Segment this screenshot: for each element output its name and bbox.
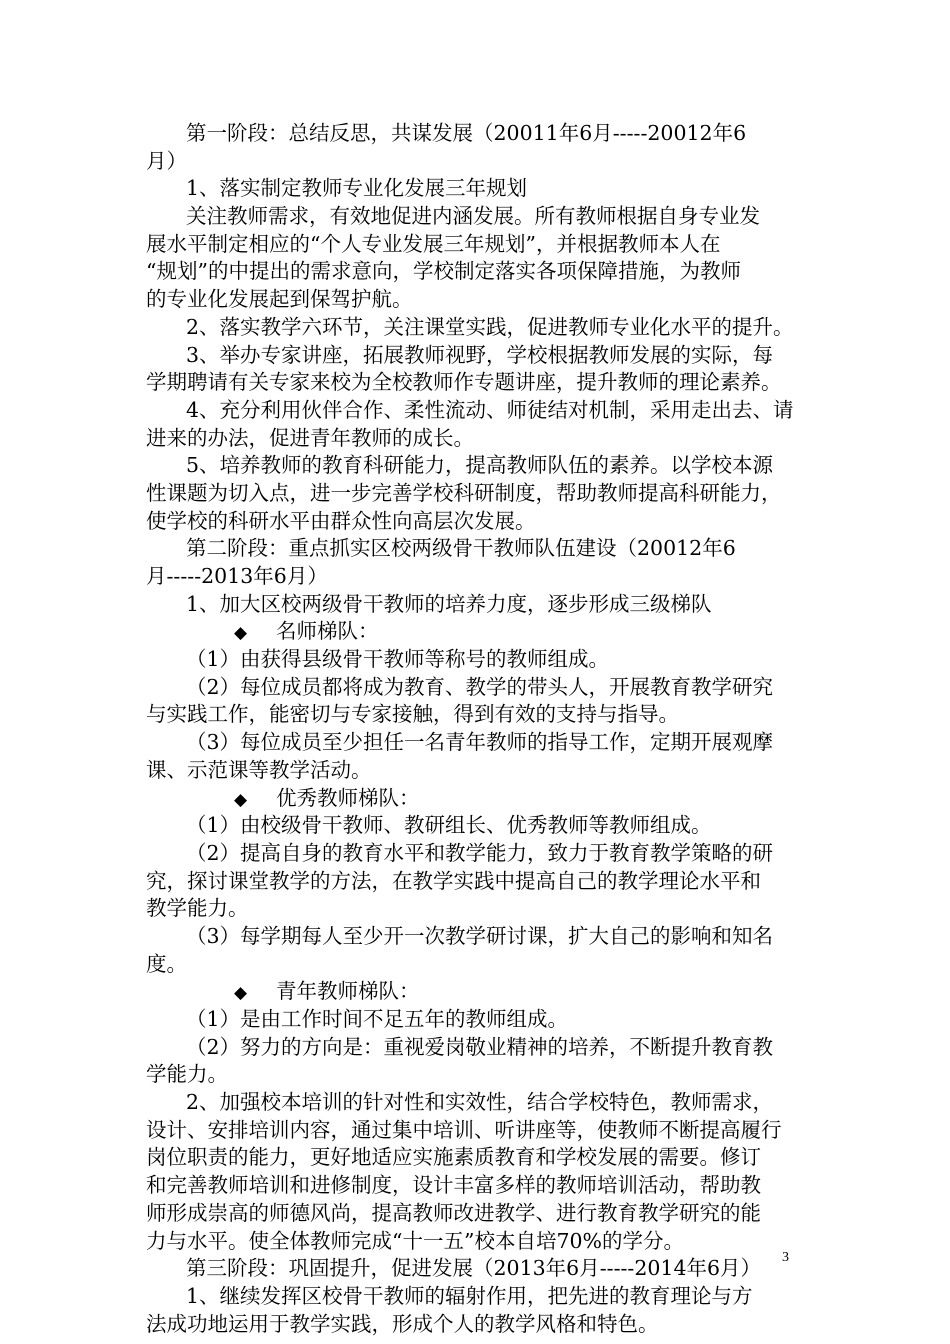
paragraph-line: 进来的办法，促进青年教师的成长。 — [146, 425, 474, 450]
paragraph-line: 的专业化发展起到保驾护航。 — [146, 287, 413, 312]
sub-item-line: （3）每学期每人至少开一次教学研讨课，扩大自己的影响和知名 — [186, 923, 774, 948]
item-line: 2、加强校本培训的针对性和实效性，结合学校特色，教师需求， — [186, 1090, 774, 1115]
bullet-heading — [146, 978, 806, 1006]
stage-one-heading: 第一阶段：总结反思，共谋发展（20011年6月-----20012年6 — [186, 121, 747, 145]
paragraph-line: 设计、安排培训内容，通过集中培训、听讲座等，使教师不断提高履行 — [146, 1117, 782, 1142]
item-line: 3、举办专家讲座，拓展教师视野，学校根据教师发展的实际，每 — [186, 342, 774, 367]
item-heading: 1、加大区校两级骨干教师的培养力度，逐步形成三级梯队 — [186, 591, 712, 616]
paragraph-line: 关注教师需求，有效地促进内涵发展。所有教师根据自身专业发 — [186, 204, 760, 229]
sub-item-line: （2）每位成员都将成为教育、教学的带头人，开展教育教学研究 — [186, 674, 774, 699]
paragraph-line: 师形成崇高的师德风尚，提高教师改进教学、进行教育教学研究的能 — [146, 1200, 761, 1225]
document-body — [146, 120, 806, 1338]
text-line: 月-----2013年6月） — [146, 564, 328, 588]
paragraph-line: 使学校的科研水平由群众性向高层次发展。 — [146, 508, 536, 533]
bullet-heading — [146, 618, 806, 646]
item-heading: 1、落实制定教师专业化发展三年规划 — [186, 176, 528, 201]
sub-item-line: （2）努力的方向是：重视爱岗敬业精神的培养，不断提升教育教 — [186, 1034, 774, 1059]
paragraph-line: 岗位职责的能力，更好地适应实施素质教育和学校发展的需要。修订 — [146, 1145, 761, 1170]
sub-item-line: （1）由获得县级骨干教师等称号的教师组成。 — [186, 647, 610, 672]
paragraph-line: 学期聘请有关专家来校为全校教师作专题讲座，提升教师的理论素养。 — [146, 370, 782, 395]
bullet-label: 名师梯队： — [276, 619, 379, 644]
paragraph-line: 与实践工作，能密切与专家接触，得到有效的支持与指导。 — [146, 702, 679, 727]
bullet-label: 青年教师梯队： — [276, 979, 420, 1004]
item-line: 5、培养教师的教育科研能力，提高教师队伍的素养。以学校本源 — [186, 453, 774, 478]
paragraph-line: 度。 — [146, 951, 187, 976]
sub-item-line: （1）是由工作时间不足五年的教师组成。 — [186, 1007, 569, 1031]
page-number: 3 — [782, 1250, 789, 1265]
paragraph-line: 和完善教师培训和进修制度，设计丰富多样的教师培训活动，帮助教 — [146, 1173, 761, 1198]
paragraph-line: 展水平制定相应的“个人专业发展三年规划”，并根据教师本人在 — [146, 231, 721, 256]
sub-item-line: （1）由校级骨干教师、教研组长、优秀教师等教师组成。 — [186, 813, 712, 838]
paragraph-line: 力与水平。使全体教师完成“十一五”校本自培70%的学分。 — [146, 1228, 685, 1253]
diamond-bullet-icon: ◆ — [234, 623, 248, 644]
stage-two-heading: 第二阶段：重点抓实区校两级骨干教师队伍建设（20012年6 — [186, 536, 736, 561]
sub-item-line: （3）每位成员至少担任一名青年教师的指导工作，定期开展观摩 — [186, 730, 774, 755]
paragraph-line: 学能力。 — [146, 1062, 228, 1087]
sub-item-line: （2）提高自身的教育水平和教学能力，致力于教育教学策略的研 — [186, 840, 774, 865]
paragraph-line: “规划”的中提出的需求意向，学校制定落实各项保障措施，为教师 — [146, 259, 741, 284]
item-line: 4、充分利用伙伴合作、柔性流动、师徒结对机制，采用走出去、请 — [186, 397, 794, 422]
paragraph-line: 性课题为切入点，进一步完善学校科研制度，帮助教师提高科研能力， — [146, 480, 782, 505]
stage-three-heading: 第三阶段：巩固提升，促进发展（2013年6月-----2014年6月） — [186, 1256, 762, 1281]
bullet-label: 优秀教师梯队： — [276, 785, 420, 810]
paragraph-line: 教学能力。 — [146, 896, 249, 921]
bullet-heading — [146, 785, 806, 813]
item-line: 1、继续发挥区校骨干教师的辐射作用，把先进的教育理论与方 — [186, 1283, 753, 1308]
text-line: 月） — [146, 148, 187, 173]
item-line: 2、落实教学六环节，关注课堂实践，促进教师专业化水平的提升。 — [186, 314, 794, 339]
paragraph-line: 法成功地运用于教学实践，形成个人的教学风格和特色。 — [146, 1311, 659, 1336]
paragraph-line: 究，探讨课堂教学的方法，在教学实践中提高自己的教学理论水平和 — [146, 868, 761, 893]
paragraph-line: 课、示范课等教学活动。 — [146, 757, 372, 782]
diamond-bullet-icon: ◆ — [234, 983, 248, 1004]
diamond-bullet-icon: ◆ — [234, 789, 248, 810]
